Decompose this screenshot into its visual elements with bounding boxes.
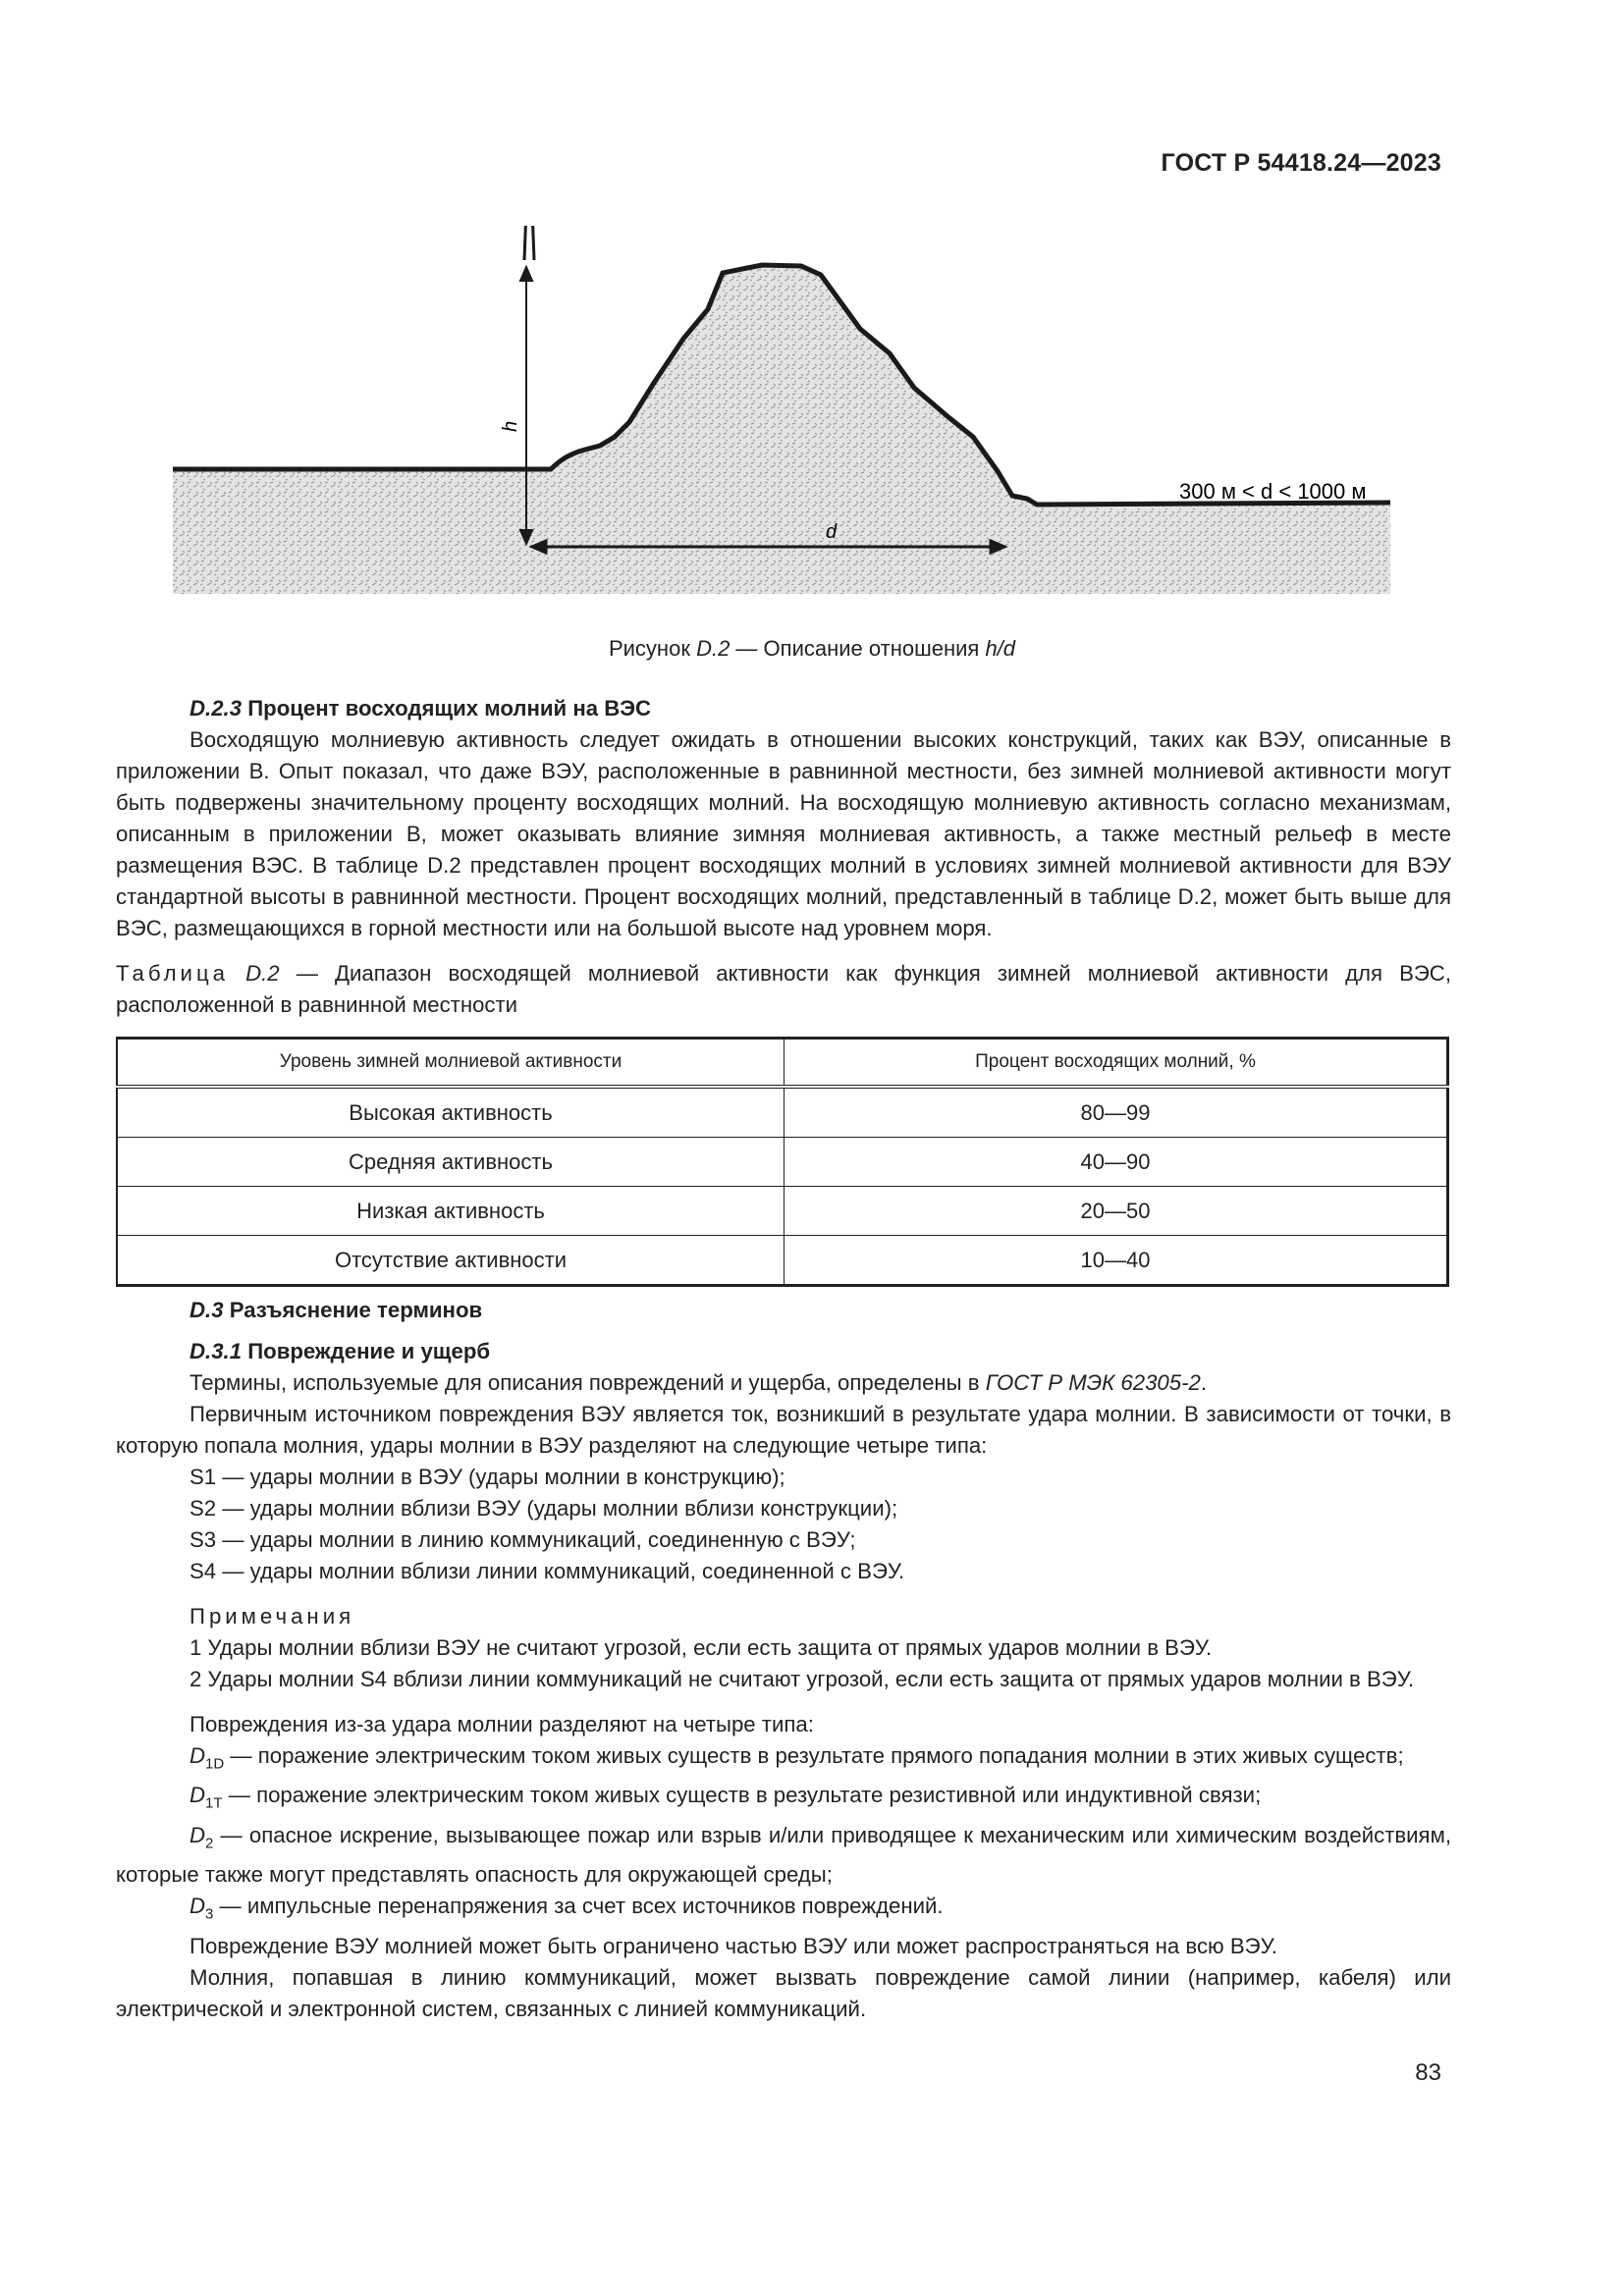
table-row [117, 1187, 1448, 1236]
table-row [117, 1138, 1448, 1187]
section-heading-d31: D.3.1 Повреждение и ущерб [189, 1339, 491, 1363]
section-heading-d3: D.3 Разъяснение терминов [189, 1298, 483, 1322]
list-item-damage: $D_{1T}$ — поражение электрическим током живых существ в результате резистивной или индуктивной связи; [189, 1783, 1262, 1812]
wind-turbine-icon [498, 226, 559, 260]
document-header-standard-id: ГОСТ Р 54418.24—2023 [1161, 149, 1441, 177]
table-row [117, 1236, 1448, 1286]
document-body [116, 693, 1451, 2025]
table-title: Таблица D.2 — Диапазон восходящей молниевой активности как функция зимней молниевой активности для ВЭС, расположенной в равнинной местности [116, 961, 1451, 1017]
page-number: 83 [1415, 2059, 1441, 2086]
label-d: d [826, 521, 838, 543]
table-cell: Высокая активность [117, 1087, 785, 1138]
table-cell: 10—40 [785, 1236, 1448, 1286]
figure-hd-ratio [173, 226, 1390, 599]
table-d2 [116, 1037, 1449, 1287]
table-header-cell: Процент восходящих молний, % [785, 1039, 1448, 1088]
list-item-damage: $D_{1D}$ — поражение электрическим током живых существ в результате прямого попадания молнии в этих живых существ; [189, 1743, 1404, 1773]
paragraph-line-damage: Молния, попавшая в линию коммуникаций, может вызвать повреждение самой линии (например, кабеля) или электрической и электронной систем, связанных с линией коммуникаций. [116, 1964, 1451, 2021]
paragraph-primary-source: Первичным источником повреждения ВЭУ является ток, возникший в результате удара молнии. В зависимости от точки, в которую попала молния, удары молнии в ВЭУ разделяют на следующие четыре типа: [116, 1402, 1451, 1458]
paragraph-terms-reference: Термины, используемые для описания повреждений и ущерба, определены в ГОСТ Р МЭК 62305-2. [189, 1370, 1207, 1395]
terrain-diagram [173, 226, 1390, 599]
paragraph-damage-intro: Повреждения из-за удара молнии разделяют на четыре типа: [189, 1712, 814, 1736]
note-item: 1 Удары молнии вблизи ВЭУ не считают угрозой, если есть защита от прямых ударов молнии в ВЭУ. [189, 1635, 1213, 1660]
table-cell: 20—50 [785, 1187, 1448, 1236]
table-cell: Низкая активность [117, 1187, 785, 1236]
list-item-strike: S1 — удары молнии в ВЭУ (удары молнии в конструкцию); [189, 1465, 785, 1489]
figure-caption: Рисунок D.2 — Описание отношения h/d [608, 636, 1016, 661]
table-header-cell: Уровень зимней молниевой активности [117, 1039, 785, 1088]
table-row [117, 1087, 1448, 1138]
list-item-damage: $D_2$ — опасное искрение, вызывающее пожар или взрыв и/или приводящее к механическим или химическим воздействиям, которые также могут представлять опасность для окружающей среды; [116, 1822, 1451, 1888]
list-item-strike: S3 — удары молнии в линию коммуникаций, соединенную с ВЭУ; [189, 1527, 856, 1552]
table-header-row [117, 1039, 1448, 1088]
notes-title: Примечания [189, 1604, 355, 1629]
table-cell: 80—99 [785, 1087, 1448, 1138]
table-cell: 40—90 [785, 1138, 1448, 1187]
paragraph-damage-extent: Повреждение ВЭУ молнией может быть ограничено частью ВЭУ или может распространяться на всю ВЭУ. [189, 1933, 1277, 1958]
label-distance-range: 300 м < d < 1000 м [1179, 479, 1367, 504]
note-item: 2 Удары молнии S4 вблизи линии коммуникаций не считают угрозой, если есть защита от прямых ударов молнии в ВЭУ. [189, 1667, 1415, 1691]
table-cell: Отсутствие активности [117, 1236, 785, 1286]
table-cell: Средняя активность [117, 1138, 785, 1187]
label-h: h [500, 420, 521, 432]
paragraph-upward-lightning: Восходящую молниевую активность следует ожидать в отношении высоких конструкций, таких как ВЭУ, описанные в приложении B. Опыт показал, что даже ВЭУ, расположенные в равнинной местности, без зимней молниевой активности могут быть подвержены значительному проценту восходящих молний. На восходящую молниевую активность согласно механизмам, описанным в приложении B, может оказывать влияние зимняя молниевая активность, а также местный рельеф в месте размещения ВЭС. В таблице D.2 представлен процент восходящих молний в условиях зимней молниевой активности для ВЭУ стандартной высоты в равнинной местности. Процент восходящих молний, представленный в таблице D.2, может быть выше для ВЭС, размещающихся в горной местности или на большой высоте над уровнем моря. [116, 727, 1451, 940]
list-item-strike: S2 — удары молнии вблизи ВЭУ (удары молнии вблизи конструкции); [189, 1496, 898, 1521]
list-item-damage: $D_3$ — импульсные перенапряжения за счет всех источников повреждений. [189, 1894, 944, 1923]
list-item-strike: S4 — удары молнии вблизи линии коммуникаций, соединенной с ВЭУ. [189, 1559, 905, 1583]
terrain-ground [173, 265, 1390, 594]
section-heading-d23: D.2.3 Процент восходящих молний на ВЭС [189, 696, 652, 721]
standard-reference-link: ГОСТ Р МЭК 62305-2 [985, 1370, 1201, 1395]
